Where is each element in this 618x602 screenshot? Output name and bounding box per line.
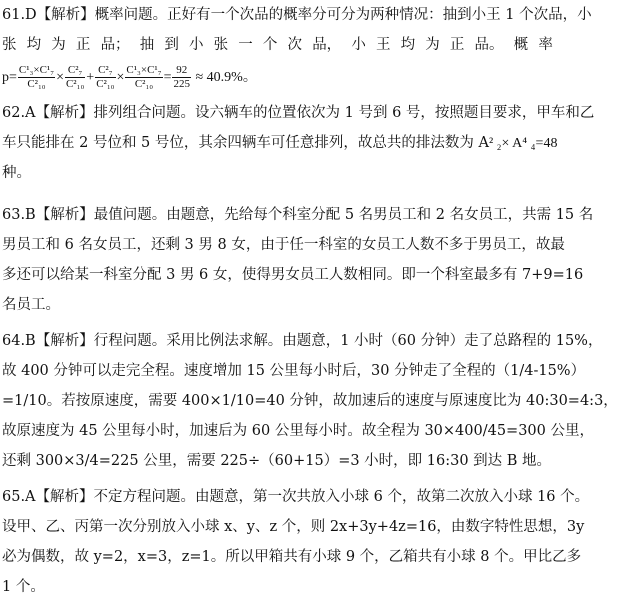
fraction: $\frac{\text{C²₇}}{\text{C²₁₀}}$: [65, 64, 85, 91]
text-line: 1 个。: [2, 579, 45, 595]
text-line: 故 400 分钟可以走完全程。速度增加 15 公里每小时后，30 分钟走了全程的（1/4-15%）: [2, 363, 586, 379]
text-line: 还剩 300×3/4=225 公里，需要 225÷（60+15）=3 小时，即 16:30 到达 B 地。: [2, 453, 552, 469]
explanation-64: [2, 326, 618, 476]
text-line: 必为偶数，故 y=2，x=3，z=1。所以甲箱共有小球 9 个，乙箱共有小球 8 个。甲比乙多: [2, 549, 582, 565]
explanation-61: [2, 0, 592, 96]
text-line: 63.B【解析】最值问题。由题意，先给每个科室分配 5 名男员工和 2 名女员工，共需 15 名: [2, 207, 594, 223]
text-line: 62.A【解析】排列组合问题。设六辆车的位置依次为 1 号到 6 号，按照题目要求，甲车和乙: [2, 105, 595, 121]
fraction: $\frac{92}{225}$: [173, 64, 190, 91]
text-line: 名员工。: [2, 297, 60, 313]
text-line: 64.B【解析】行程问题。采用比例法求解。由题意，1 小时（60 分钟）走了总路程的 15%，: [2, 333, 603, 349]
fraction: $\frac{\text{C¹₃×C¹₇}}{\text{C²₁₀}}$: [18, 64, 55, 91]
explanation-65: [2, 482, 590, 600]
explanation-63: [2, 200, 594, 320]
fraction: $\frac{\text{C²₇}}{\text{C²₁₀}}$: [96, 64, 115, 91]
text-line-justified: 张 均 为 正 品； 抽 到 小 张 一 个 次 品， 小 王 均 为 正 品。 概 率: [2, 37, 553, 53]
explanation-62: [2, 98, 595, 188]
text-line: 车只能排在 2 号位和 5 号位，其余四辆车可任意排列，故总共的排法数为 A² ₂× A⁴ ₄=48: [2, 135, 558, 151]
text-line: 男员工和 6 名女员工，还剩 3 男 8 女，由于任一科室的女员工人数不多于男员工，故最: [2, 237, 565, 253]
probability-formula: p= $\frac{\text{C¹₃×C¹₇}}{\text{C²₁₀}}$ × $\frac{\text{C²₇}}{\text{C²₁₀}}$ + $\frac{\text{C²₇}}{\text{C²₁₀}}$ × $\frac{\text{C¹₃×C¹₇}}{\text{C²₁₀}}$ = $\frac{92}{225}$ ≈ 40.9%。: [2, 64, 257, 91]
text-line: =1/10。若按原速度，需要 400×1/10=40 分钟，故加速后的速度与原速度比为 40:30=4:3，: [2, 393, 618, 409]
text-line: 61.D【解析】概率问题。正好有一个次品的概率分可分为两种情况：抽到小王 1 个次品，小: [2, 7, 592, 23]
text-line: 故原速度为 45 公里每小时，加速后为 60 公里每小时。故全程为 30×400/45=300 公里，: [2, 423, 594, 439]
text-line: 65.A【解析】不定方程问题。由题意，第一次共放入小球 6 个，故第二次放入小球 16 个。: [2, 489, 590, 505]
fraction: $\frac{\text{C¹₃×C¹₇}}{\text{C²₁₀}}$: [126, 64, 162, 91]
text-line: 设甲、乙、丙第一次分别放入小球 x、y、z 个，则 2x+3y+4z=16，由数字特性思想，3y: [2, 519, 585, 535]
text-line: 种。: [2, 165, 31, 181]
text-line: 多还可以给某一科室分配 3 男 6 女，使得男女员工人数相同。即一个科室最多有 7+9=16: [2, 267, 584, 283]
